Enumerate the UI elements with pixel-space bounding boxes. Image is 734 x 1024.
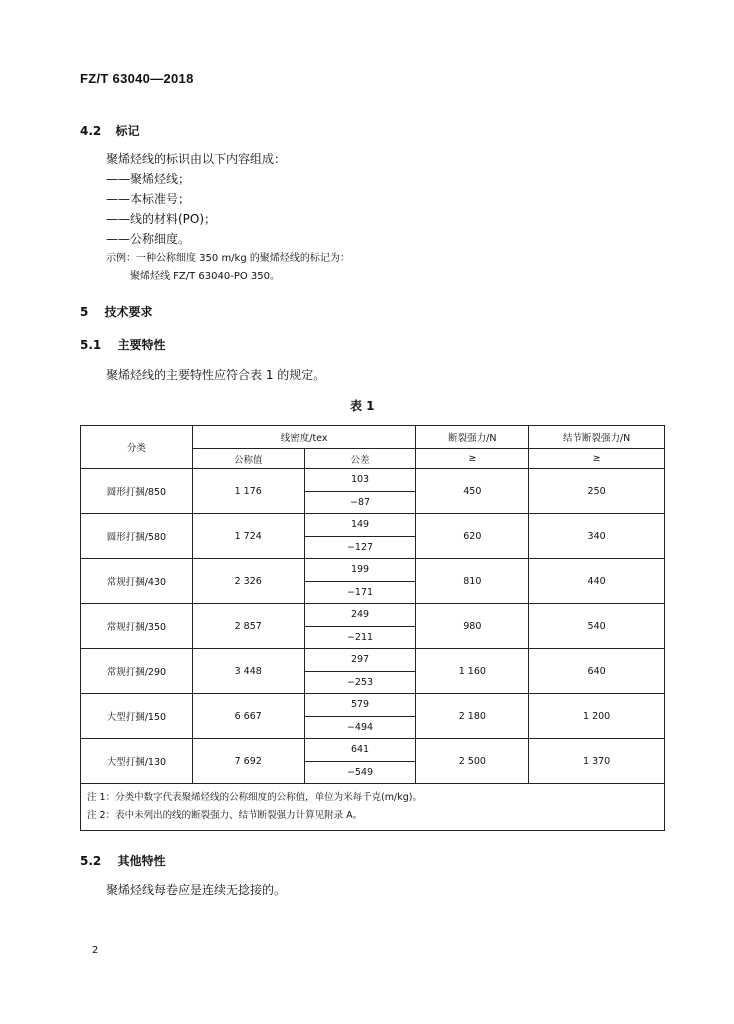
row-breaking: 980 xyxy=(416,604,529,649)
row-breaking: 2 180 xyxy=(416,694,529,739)
section-5-1-heading xyxy=(80,336,165,353)
section-number: 5 xyxy=(80,305,89,319)
row-knot: 440 xyxy=(529,559,665,604)
row-nominal: 6 667 xyxy=(192,694,304,739)
row-category: 常规打捆/430 xyxy=(81,559,193,604)
section-5-heading xyxy=(80,303,153,320)
row-tol-minus: −87 xyxy=(304,491,416,514)
row-tol-plus: 297 xyxy=(304,649,416,672)
row-tol-minus: −253 xyxy=(304,671,416,694)
row-knot: 340 xyxy=(529,514,665,559)
page-number: 2 xyxy=(92,945,99,956)
header-tolerance: 公差 xyxy=(304,449,416,469)
section-title: 其他特性 xyxy=(117,854,166,868)
row-nominal: 3 448 xyxy=(192,649,304,694)
row-nominal: 2 326 xyxy=(192,559,304,604)
table-caption: 表 1 xyxy=(350,399,375,413)
row-category: 常规打捆/290 xyxy=(81,649,193,694)
marking-intro: 聚烯烃线的标识由以下内容组成： xyxy=(106,152,287,166)
row-category: 大型打捆/150 xyxy=(81,694,193,739)
section-4-2-heading xyxy=(80,122,139,139)
row-breaking: 810 xyxy=(416,559,529,604)
standard-header: FZ/T 63040—2018 xyxy=(80,71,194,86)
marking-item: ——聚烯烃线； xyxy=(106,172,191,186)
header-linear-density: 线密度/tex xyxy=(192,426,416,449)
example-value: 聚烯烃线 FZ/T 63040-PO 350。 xyxy=(130,271,281,282)
table-note: 注 2：表中未列出的线的断裂强力、结节断裂强力计算见附录 A。 xyxy=(87,810,363,821)
row-knot: 640 xyxy=(529,649,665,694)
section-title: 技术要求 xyxy=(104,305,153,319)
row-breaking: 620 xyxy=(416,514,529,559)
row-tol-minus: −171 xyxy=(304,581,416,604)
row-category: 大型打捆/130 xyxy=(81,739,193,784)
header-ge: ≥ xyxy=(416,449,529,469)
row-knot: 1 200 xyxy=(529,694,665,739)
row-tol-plus: 149 xyxy=(304,514,416,537)
table-note: 注 1：分类中数字代表聚烯烃线的公称细度的公称值，单位为米每千克(m/kg)。 xyxy=(87,792,422,803)
header-knot-strength: 结节断裂强力/N xyxy=(529,426,665,449)
header-ge: ≥ xyxy=(529,449,665,469)
row-tol-minus: −494 xyxy=(304,716,416,739)
marking-item: ——本标准号； xyxy=(106,192,191,206)
row-nominal: 1 724 xyxy=(192,514,304,559)
header-nominal: 公称值 xyxy=(192,449,304,469)
row-knot: 1 370 xyxy=(529,739,665,784)
row-category: 常规打捆/350 xyxy=(81,604,193,649)
row-knot: 540 xyxy=(529,604,665,649)
header-breaking-strength: 断裂强力/N xyxy=(416,426,529,449)
section-number: 5.1 xyxy=(80,338,102,352)
section-number: 5.2 xyxy=(80,854,102,868)
row-breaking: 450 xyxy=(416,469,529,514)
row-knot: 250 xyxy=(529,469,665,514)
row-breaking: 2 500 xyxy=(416,739,529,784)
spec-table xyxy=(80,425,665,831)
section-5-2-heading xyxy=(80,852,165,869)
section-5-2-text: 聚烯烃线每卷应是连续无捻接的。 xyxy=(106,883,287,897)
example-label: 示例：一种公称细度 350 m/kg 的聚烯烃线的标记为： xyxy=(106,253,350,264)
header-category: 分类 xyxy=(81,426,193,469)
row-tol-minus: −211 xyxy=(304,626,416,649)
row-category: 圆形打捆/580 xyxy=(81,514,193,559)
section-title: 标记 xyxy=(115,124,140,138)
row-category: 圆形打捆/850 xyxy=(81,469,193,514)
row-tol-plus: 579 xyxy=(304,694,416,717)
row-nominal: 2 857 xyxy=(192,604,304,649)
section-title: 主要特性 xyxy=(117,338,166,352)
section-5-1-text: 聚烯烃线的主要特性应符合表 1 的规定。 xyxy=(106,368,326,382)
marking-item: ——公称细度。 xyxy=(106,232,191,246)
row-nominal: 7 692 xyxy=(192,739,304,784)
section-number: 4.2 xyxy=(80,124,102,138)
row-tol-plus: 641 xyxy=(304,739,416,762)
row-tol-plus: 199 xyxy=(304,559,416,582)
row-nominal: 1 176 xyxy=(192,469,304,514)
row-tol-plus: 249 xyxy=(304,604,416,627)
row-tol-minus: −127 xyxy=(304,536,416,559)
row-tol-minus: −549 xyxy=(304,761,416,784)
row-breaking: 1 160 xyxy=(416,649,529,694)
marking-item: ——线的材料(PO)； xyxy=(106,212,217,226)
table-notes xyxy=(81,784,665,831)
row-tol-plus: 103 xyxy=(304,469,416,492)
